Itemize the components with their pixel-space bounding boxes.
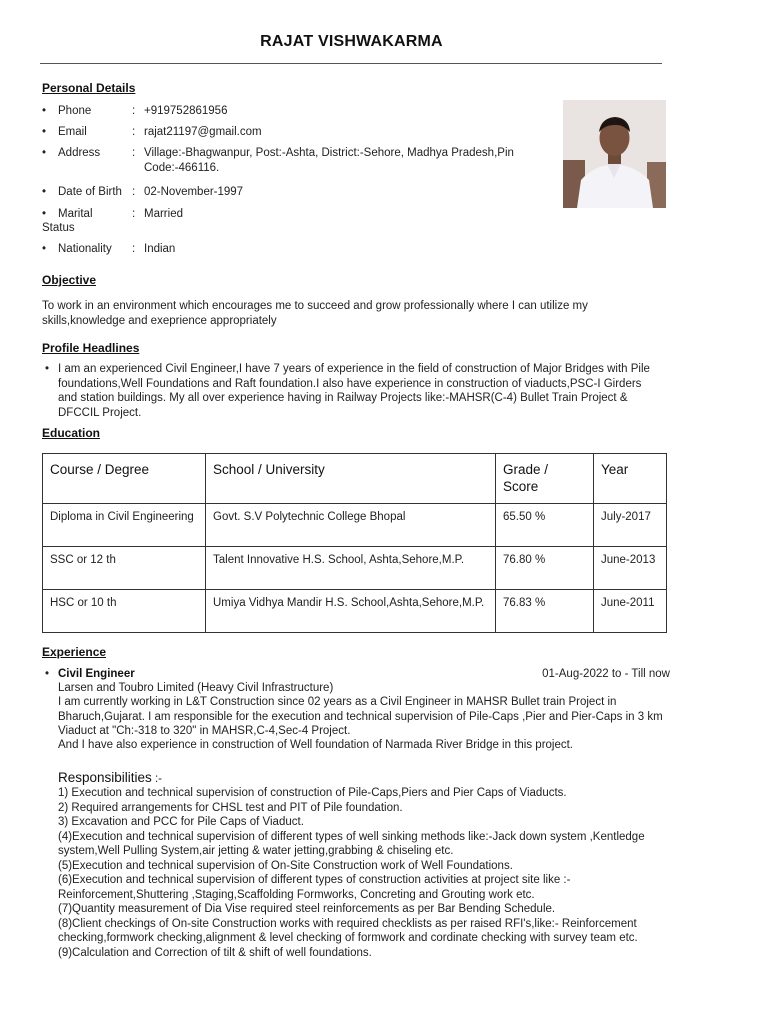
list-item: 2) Required arrangements for CHSL test and PIT of Pile foundation. <box>58 801 403 814</box>
phone-value: +919752861956 <box>144 105 228 117</box>
list-item: (6)Execution and technical supervision of different types of construction activities at project site like :- Reinforcement,Shuttering ,Staging,Scaffolding Formworks, Concreting and Grouting work etc. <box>58 874 571 901</box>
job-title: Civil Engineer <box>58 668 135 680</box>
personal-details-heading: Personal Details <box>42 81 136 95</box>
email-value: rajat21197@gmail.com <box>144 126 262 138</box>
colon: : <box>132 105 136 117</box>
profile-headlines-heading: Profile Headlines <box>42 341 140 355</box>
colon: : <box>132 147 136 159</box>
nationality-value: Indian <box>144 243 176 255</box>
list-item: (5)Execution and technical supervision of On-Site Construction work of Well Foundations. <box>58 859 513 872</box>
table-cell: July-2017 <box>594 504 667 547</box>
table-cell: June-2013 <box>594 547 667 590</box>
col-year: Year <box>594 454 667 504</box>
marital-value: Married <box>144 208 183 220</box>
email-label: Email <box>58 126 87 138</box>
table-cell: Diploma in Civil Engineering <box>43 504 206 547</box>
nationality-label: Nationality <box>58 243 112 255</box>
table-row <box>43 504 667 547</box>
list-item: (4)Execution and technical supervision of different types of well sinking methods like:-Jack down system ,Kentledge system,Well Pulling System,air jetting & water jetting,grabbing & chiseling etc. <box>58 830 645 857</box>
bullet-icon: • <box>42 208 47 220</box>
dob-label: Date of Birth <box>58 186 122 198</box>
col-school: School / University <box>206 454 496 504</box>
table-header-row <box>43 454 667 504</box>
bullet-icon: • <box>45 363 50 375</box>
dob-value: 02-November-1997 <box>144 186 244 198</box>
table-cell: 76.80 % <box>496 547 594 590</box>
responsibilities-heading <box>58 769 162 787</box>
profile-photo <box>563 100 666 208</box>
education-heading: Education <box>42 426 101 440</box>
profile-headlines-text: I am an experienced Civil Engineer,I have 7 years of experience in the field of construction of Major Bridges with Pile foundations,Well Foundations and Raft foundation.I also have experience in construction of viaducts,PSC-I Girders and station buildings. My all over experience having in Railway Projects like:-MAHSR(C-4) Bullet Train Project & DFCCIL Project. <box>58 363 650 419</box>
education-table <box>42 453 667 633</box>
colon: : <box>132 186 136 198</box>
bullet-icon: • <box>42 126 47 138</box>
responsibilities-title: Responsibilities <box>58 770 152 785</box>
list-item: 3) Excavation and PCC for Pile Caps of Viaduct. <box>58 816 304 828</box>
table-cell: 65.50 % <box>496 504 594 547</box>
address-label: Address <box>58 147 101 159</box>
phone-label: Phone <box>58 105 92 117</box>
table-cell: 76.83 % <box>496 590 594 633</box>
table-cell: Govt. S.V Polytechnic College Bhopal <box>206 504 496 547</box>
bullet-icon: • <box>42 243 47 255</box>
table-cell: HSC or 10 th <box>43 590 206 633</box>
bullet-icon: • <box>42 147 47 159</box>
objective-heading: Objective <box>42 273 97 287</box>
list-item: (8)Client checkings of On-site Construction works with required checklists as per raised RFI's,like:- Reinforcement checking,formwork checking,alignment & level checking of formwork and cordinate checking with survey team etc. <box>58 917 638 944</box>
table-cell: SSC or 12 th <box>43 547 206 590</box>
col-course: Course / Degree <box>43 454 206 504</box>
job-description: I am currently working in L&T Construction since 02 years as a Civil Engineer in MAHSR Bullet train Project in Bharuch,Gujarat. I am responsible for the execution and technical supervision of Pile-Caps ,Pier and Pier-Caps in 3 km Viaduct at "Ch:-318 to 320" in MAHSR,C-4,Sec-4 Project. <box>58 696 663 737</box>
company-name: Larsen and Toubro Limited (Heavy Civil Infrastructure) <box>58 682 334 694</box>
table-row <box>43 547 667 590</box>
person-photo-icon <box>563 100 666 208</box>
colon: : <box>132 243 136 255</box>
table-cell: June-2011 <box>594 590 667 633</box>
table-row <box>43 590 667 633</box>
bullet-icon: • <box>42 105 47 117</box>
address-value: Village:-Bhagwanpur, Post:-Ashta, District:-Sehore, Madhya Pradesh,Pin Code:-466116. <box>144 147 514 174</box>
job-dates: 01-Aug-2022 to - Till now <box>542 668 670 680</box>
experience-heading: Experience <box>42 645 107 659</box>
list-item: (9)Calculation and Correction of tilt & shift of well foundations. <box>58 946 372 959</box>
marital-label: Marital <box>58 208 93 220</box>
candidate-name: RAJAT VISHWAKARMA <box>260 33 443 50</box>
bullet-icon: • <box>42 186 47 198</box>
marital-label-cont: Status <box>42 222 75 234</box>
header-divider <box>40 63 662 64</box>
table-cell: Umiya Vidhya Mandir H.S. School,Ashta,Sehore,M.P. <box>206 590 496 633</box>
job-description-extra: And I have also experience in construction of Well foundation of Narmada River Bridge in this project. <box>58 739 574 751</box>
list-item: 1) Execution and technical supervision of construction of Pile-Caps,Piers and Pier Caps of Viaducts. <box>58 787 567 799</box>
col-grade: Grade / Score <box>496 454 594 504</box>
objective-text: To work in an environment which encourages me to succeed and grow professionally where I can utilize my skills,knowledge and exeprience appropriately <box>42 300 588 327</box>
list-item: (7)Quantity measurement of Dia Vise required steel reinforcements as per Bar Bending Schedule. <box>58 903 556 915</box>
responsibilities-suffix: :- <box>151 773 163 785</box>
colon: : <box>132 126 136 138</box>
table-cell: Talent Innovative H.S. School, Ashta,Sehore,M.P. <box>206 547 496 590</box>
colon: : <box>132 208 136 220</box>
responsibilities-list <box>58 786 670 960</box>
bullet-icon: • <box>45 668 50 680</box>
